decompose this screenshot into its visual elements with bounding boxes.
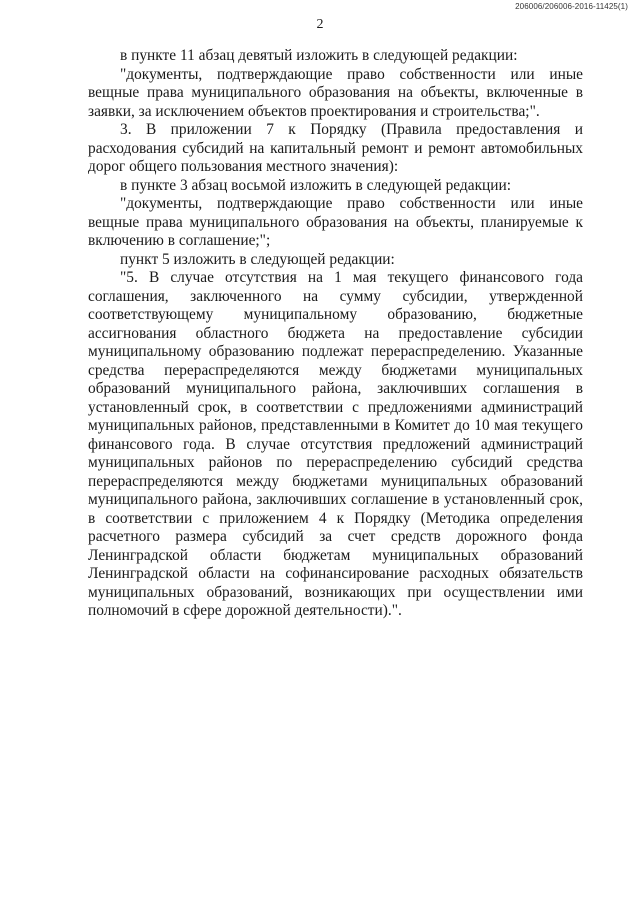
paragraph-1: в пункте 11 абзац девятый изложить в следующей редакции: (120, 47, 518, 64)
paragraph-7: "5. В случае отсутствия на 1 мая текущего финансового года соглашения, заключенного на сумму субсидии, утвержденной соответствующему муниципальному образованию, бюджетные ассигнования областного бюджета на предоставление субсидии муниципальному образованию подлежат перераспределению. Указанные средства перераспределяются между бюджетами муниципальных образований муниципального района, заключивших соглашения в установленный срок, в соответствии с предложениями администраций муниципальных районов, представленными в Комитет до 10 мая текущего финансового года. В случае отсутствия предложений администраций муниципальных районов по перераспределению субсидий средства перераспределяются между бюджетами муниципальных образований муниципального района, заключивших соглашение в установленный срок, в соответствии с приложением 4 к Порядку (Методика определения расчетного размера субсидий за счет средств дорожного фонда Ленинградской области бюджетам муниципальных образований Ленинградской области на софинансирование расходных обязательств муниципальных образований, возникающих при осуществлении ими полномочий в сфере дорожной деятельности).". (88, 269, 583, 619)
paragraph-5: "документы, подтверждающие право собственности или иные вещные права муниципального образования на объекты, планируемые к включению в соглашение;"; (88, 195, 583, 249)
paragraph-3: 3. В приложении 7 к Порядку (Правила предоставления и расходования субсидий на капитальный ремонт и ремонт автомобильных дорог общего пользования местного значения): (88, 121, 583, 175)
paragraph-2: "документы, подтверждающие право собственности или иные вещные права муниципального образования на объекты, включенные в заявки, за исключением объектов проектирования и строительства;". (88, 65, 583, 120)
paragraph-6: пункт 5 изложить в следующей редакции: (120, 250, 395, 268)
paragraph-4: в пункте 3 абзац восьмой изложить в следующей редакции: (120, 176, 512, 194)
page-number: 2 (316, 17, 324, 32)
document-body (88, 47, 583, 621)
document-code-header: 206006/206006-2016-11425(1) (515, 2, 628, 11)
